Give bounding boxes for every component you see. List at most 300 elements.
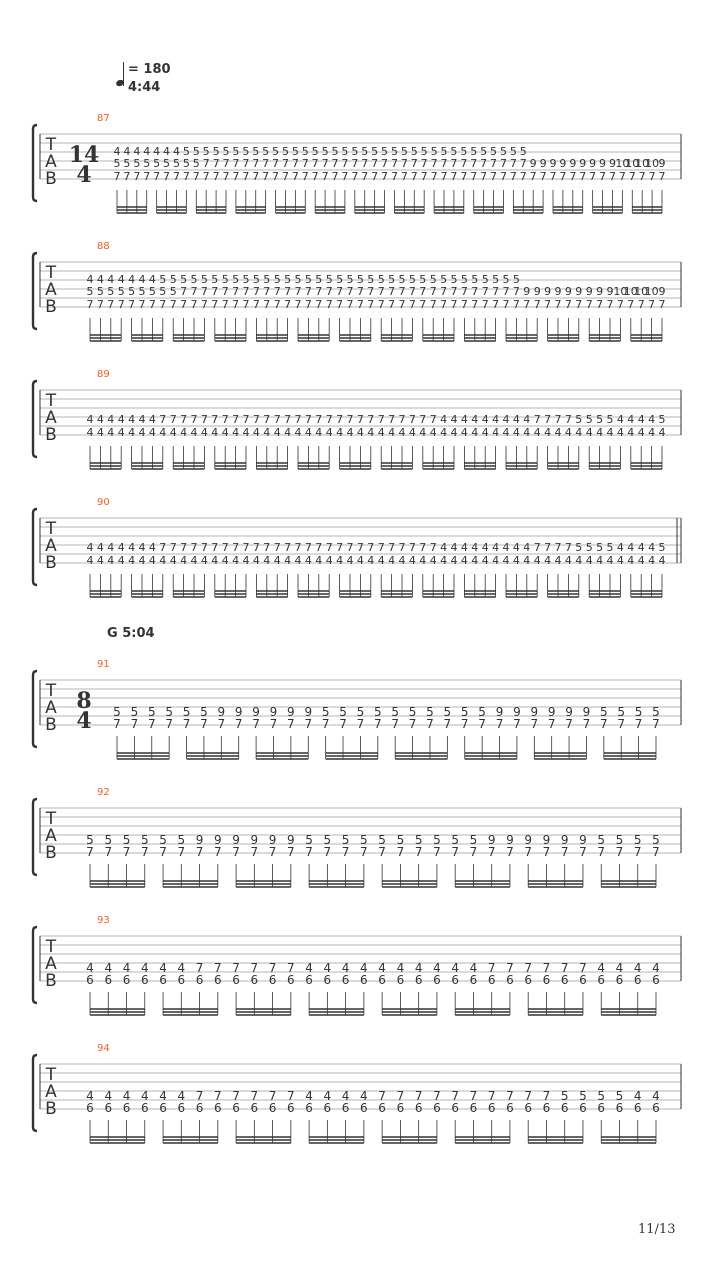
fret-number: 7	[390, 170, 398, 183]
fret-number: 7	[499, 157, 507, 170]
fret-number: 4	[523, 426, 531, 439]
fret-number: 7	[519, 157, 527, 170]
system-bracket	[33, 253, 37, 329]
fret-number: 6	[579, 1101, 587, 1115]
fret-number: 7	[159, 845, 167, 859]
fret-number: 7	[430, 170, 438, 183]
fret-number: 5	[232, 273, 240, 286]
fret-number: 7	[294, 298, 302, 311]
fret-number: 7	[618, 170, 626, 183]
fret-number: 7	[336, 413, 344, 426]
fret-number: 4	[408, 554, 416, 567]
fret-number: 5	[200, 273, 208, 286]
fret-number: 5	[294, 273, 302, 286]
fret-number: 7	[490, 170, 498, 183]
fret-number: 5	[429, 273, 437, 286]
fret-number: 7	[180, 541, 188, 554]
fret-number: 5	[163, 157, 171, 170]
fret-number: 7	[367, 541, 375, 554]
fret-number: 4	[211, 554, 219, 567]
fret-number: 7	[104, 845, 113, 859]
fret-number: 4	[294, 554, 302, 567]
fret-number: 4	[153, 145, 161, 158]
fret-number: 5	[490, 145, 498, 158]
fret-number: 4	[96, 426, 104, 439]
fret-number: 5	[169, 285, 177, 298]
fret-number: 5	[367, 273, 375, 286]
fret-number: 9	[599, 157, 607, 170]
fret-number: 7	[169, 298, 177, 311]
fret-number: 7	[582, 717, 591, 731]
fret-number: 6	[159, 1101, 167, 1115]
fret-number: 4	[86, 541, 94, 554]
fret-number: 7	[262, 170, 270, 183]
fret-number: 9	[234, 705, 243, 719]
fret-number: 5	[304, 273, 312, 286]
fret-number: 4	[523, 413, 531, 426]
fret-number: 5	[388, 273, 396, 286]
fret-number: 6	[615, 973, 624, 987]
fret-number: 4	[263, 426, 271, 439]
fret-number: 7	[398, 541, 406, 554]
fret-number: 7	[390, 157, 398, 170]
fret-number: 9	[608, 157, 616, 170]
fret-number: 5	[615, 833, 624, 847]
fret-number: 4	[440, 426, 448, 439]
tab-clef-t: T	[45, 135, 57, 155]
fret-number: 7	[287, 845, 295, 859]
fret-number: 5	[377, 273, 385, 286]
measure-number: 94	[97, 1043, 110, 1054]
fret-number: 7	[96, 298, 104, 311]
fret-number: 5	[658, 541, 666, 554]
fret-number: 7	[272, 170, 280, 183]
fret-number: 9	[232, 833, 240, 847]
fret-number: 7	[512, 298, 520, 311]
fret-number: 5	[107, 285, 115, 298]
fret-number: 5	[373, 705, 382, 719]
fret-number: 7	[533, 413, 541, 426]
fret-number: 4	[159, 554, 167, 567]
fret-number: 7	[410, 170, 418, 183]
fret-number: 7	[252, 541, 260, 554]
fret-number: 4	[200, 554, 208, 567]
fret-number: 5	[232, 145, 240, 158]
fret-number: 5	[509, 145, 517, 158]
fret-number: 4	[648, 426, 656, 439]
fret-number: 6	[487, 973, 496, 987]
fret-number: 7	[564, 541, 572, 554]
fret-number: 5	[390, 145, 398, 158]
fret-number: 7	[460, 157, 468, 170]
fret-number: 7	[564, 413, 572, 426]
fret-number: 7	[509, 157, 517, 170]
fret-number: 4	[554, 554, 562, 567]
fret-number: 7	[315, 541, 323, 554]
fret-number: 7	[440, 170, 448, 183]
fret-number: 5	[182, 157, 190, 170]
fret-number: 6	[104, 973, 113, 987]
fret-number: 7	[273, 413, 281, 426]
fret-number: 7	[443, 717, 452, 731]
fret-number: 7	[420, 170, 428, 183]
fret-number: 6	[213, 973, 222, 987]
fret-number: 7	[419, 541, 427, 554]
fret-number: 9	[287, 833, 295, 847]
fret-number: 4	[658, 426, 666, 439]
tab-staff	[0, 366, 720, 494]
fret-number: 4	[460, 541, 468, 554]
fret-number: 4	[440, 554, 448, 567]
fret-number: 7	[371, 170, 379, 183]
fret-number: 5	[252, 273, 260, 286]
fret-number: 4	[128, 554, 136, 567]
fret-number: 7	[450, 298, 458, 311]
fret-number: 6	[104, 1101, 113, 1115]
fret-number: 7	[648, 298, 656, 311]
system-bracket	[33, 381, 37, 457]
fret-number: 7	[222, 157, 230, 170]
fret-number: 5	[192, 157, 200, 170]
fret-number: 4	[450, 541, 458, 554]
tab-clef-a: A	[45, 152, 57, 172]
fret-number: 5	[252, 145, 260, 158]
fret-number: 7	[600, 717, 608, 731]
tab-staff	[0, 238, 720, 366]
fret-number: 7	[117, 298, 125, 311]
fret-number: 4	[471, 541, 479, 554]
fret-number: 7	[579, 170, 587, 183]
fret-number: 10	[623, 285, 638, 298]
fret-number: 7	[234, 717, 243, 731]
fret-number: 7	[367, 285, 375, 298]
fret-number: 9	[487, 833, 496, 847]
fret-number: 4	[117, 554, 125, 567]
fret-number: 7	[596, 298, 604, 311]
fret-number: 4	[148, 273, 156, 286]
system-bracket	[33, 125, 37, 201]
fret-number: 5	[341, 145, 349, 158]
fret-number: 7	[346, 285, 354, 298]
fret-number: 6	[487, 1101, 496, 1115]
fret-number: 4	[159, 426, 167, 439]
fret-number: 7	[575, 298, 583, 311]
fret-number: 4	[377, 554, 385, 567]
fret-number: 7	[388, 541, 396, 554]
fret-number: 4	[122, 961, 131, 975]
fret-number: 9	[524, 833, 533, 847]
fret-number: 6	[633, 1101, 642, 1115]
fret-number: 7	[440, 298, 448, 311]
fret-number: 4	[117, 273, 125, 286]
fret-number: 5	[262, 145, 270, 158]
fret-number: 7	[652, 717, 660, 731]
fret-number: 7	[430, 157, 438, 170]
fret-number: 7	[268, 845, 277, 859]
fret-number: 5	[356, 705, 365, 719]
fret-number: 4	[460, 413, 468, 426]
fret-number: 7	[542, 961, 551, 975]
fret-number: 7	[377, 413, 385, 426]
fret-number: 7	[213, 845, 222, 859]
fret-number: 7	[153, 170, 161, 183]
fret-number: 7	[638, 170, 646, 183]
fret-number: 7	[304, 717, 313, 731]
fret-number: 4	[388, 554, 396, 567]
fret-number: 7	[450, 157, 458, 170]
fret-number: 7	[519, 170, 527, 183]
fret-number: 7	[336, 285, 344, 298]
fret-number: 6	[323, 973, 332, 987]
measure-number: 89	[97, 369, 110, 380]
fret-number: 4	[172, 145, 180, 158]
fret-number: 4	[200, 426, 208, 439]
fret-number: 7	[429, 413, 437, 426]
fret-number: 7	[341, 170, 349, 183]
fret-number: 7	[560, 961, 569, 975]
fret-number: 7	[263, 285, 271, 298]
fret-number: 7	[190, 413, 198, 426]
fret-number: 4	[512, 554, 520, 567]
fret-number: 7	[211, 541, 219, 554]
fret-number: 5	[460, 273, 468, 286]
fret-number: 6	[250, 1101, 259, 1115]
fret-number: 5	[143, 157, 151, 170]
fret-number: 4	[86, 426, 94, 439]
fret-number: 4	[377, 426, 385, 439]
tab-clef-a: A	[45, 536, 57, 556]
system-bracket	[33, 1055, 37, 1131]
fret-number: 9	[554, 285, 562, 298]
fret-number: 7	[569, 170, 577, 183]
fret-number: 7	[123, 170, 131, 183]
fret-number: 7	[400, 157, 408, 170]
fret-number: 6	[597, 973, 606, 987]
fret-number: 4	[113, 145, 121, 158]
fret-number: 7	[242, 298, 250, 311]
fret-number: 7	[460, 717, 469, 731]
fret-number: 6	[250, 973, 259, 987]
fret-number: 7	[523, 298, 531, 311]
fret-number: 5	[512, 273, 520, 286]
fret-number: 7	[232, 298, 240, 311]
fret-number: 7	[585, 298, 593, 311]
fret-number: 6	[524, 973, 533, 987]
fret-number: 7	[250, 1089, 259, 1103]
fret-number: 7	[408, 413, 416, 426]
fret-number: 4	[512, 413, 520, 426]
fret-number: 6	[542, 1101, 551, 1115]
fret-number: 7	[408, 285, 416, 298]
fret-number: 7	[356, 285, 364, 298]
fret-number: 4	[122, 1089, 131, 1103]
fret-number: 7	[213, 1089, 222, 1103]
fret-number: 4	[502, 541, 510, 554]
fret-number: 9	[549, 157, 557, 170]
fret-number: 4	[180, 426, 188, 439]
fret-number: 7	[658, 170, 666, 183]
fret-number: 7	[323, 845, 332, 859]
fret-number: 4	[140, 961, 149, 975]
fret-number: 7	[487, 1089, 496, 1103]
fret-number: 7	[269, 717, 278, 731]
fret-number: 6	[86, 973, 94, 987]
fret-number: 5	[128, 285, 136, 298]
fret-number: 7	[268, 1089, 277, 1103]
fret-number: 7	[200, 285, 208, 298]
fret-number: 4	[177, 1089, 186, 1103]
fret-number: 7	[272, 157, 280, 170]
fret-number: 7	[221, 285, 229, 298]
fret-number: 7	[200, 717, 208, 731]
fret-number: 7	[633, 845, 642, 859]
time-signature-top: 14	[68, 142, 100, 168]
fret-number: 7	[617, 717, 626, 731]
fret-number: 7	[331, 170, 339, 183]
fret-number: 7	[615, 845, 624, 859]
fret-number: 7	[262, 157, 270, 170]
fret-number: 9	[304, 705, 313, 719]
fret-number: 5	[410, 145, 418, 158]
fret-number: 7	[377, 298, 385, 311]
fret-number: 4	[481, 426, 489, 439]
fret-number: 9	[495, 705, 504, 719]
fret-number: 9	[539, 157, 547, 170]
fret-number: 6	[341, 973, 350, 987]
fret-number: 4	[104, 1089, 113, 1103]
fret-number: 7	[487, 845, 496, 859]
tab-clef-t: T	[45, 809, 57, 829]
fret-number: 4	[627, 554, 635, 567]
tab-staff	[0, 784, 720, 912]
tab-system	[0, 1040, 720, 1168]
fret-number: 4	[408, 426, 416, 439]
fret-number: 7	[294, 541, 302, 554]
fret-number: 9	[658, 285, 666, 298]
fret-number: 7	[419, 413, 427, 426]
fret-number: 9	[579, 157, 587, 170]
fret-number: 7	[180, 413, 188, 426]
fret-number: 9	[523, 285, 531, 298]
fret-number: 7	[506, 961, 514, 975]
fret-number: 5	[336, 273, 344, 286]
fret-number: 7	[608, 170, 616, 183]
fret-number: 5	[311, 145, 319, 158]
fret-number: 4	[169, 554, 177, 567]
fret-number: 5	[419, 273, 427, 286]
fret-number: 7	[627, 298, 635, 311]
fret-number: 4	[143, 145, 151, 158]
fret-number: 4	[502, 554, 510, 567]
fret-number: 4	[606, 426, 614, 439]
fret-number: 7	[420, 157, 428, 170]
fret-number: 7	[148, 298, 156, 311]
fret-number: 7	[367, 413, 375, 426]
fret-number: 7	[242, 157, 250, 170]
fret-number: 4	[273, 554, 281, 567]
fret-number: 6	[268, 1101, 277, 1115]
fret-number: 7	[273, 285, 281, 298]
fret-number: 5	[222, 145, 230, 158]
fret-number: 7	[564, 298, 572, 311]
fret-number: 4	[190, 426, 198, 439]
fret-number: 5	[200, 705, 208, 719]
fret-number: 7	[460, 170, 468, 183]
fret-number: 4	[627, 541, 635, 554]
fret-number: 7	[325, 298, 333, 311]
fret-number: 7	[200, 298, 208, 311]
system-bracket	[33, 509, 37, 585]
fret-number: 4	[117, 413, 125, 426]
fret-number: 4	[633, 1089, 642, 1103]
system-bracket	[33, 927, 37, 1003]
fret-number: 9	[582, 705, 591, 719]
fret-number: 10	[645, 157, 660, 170]
fret-number: 4	[440, 413, 448, 426]
fret-number: 5	[502, 273, 510, 286]
fret-number: 5	[560, 1089, 569, 1103]
fret-number: 5	[430, 145, 438, 158]
fret-number: 7	[159, 541, 167, 554]
fret-number: 7	[232, 170, 240, 183]
fret-number: 4	[502, 426, 510, 439]
fret-number: 5	[323, 833, 332, 847]
fret-number: 4	[658, 554, 666, 567]
fret-number: 4	[652, 1089, 660, 1103]
section-label: G 5:04	[107, 626, 155, 641]
fret-number: 9	[250, 833, 259, 847]
fret-number: 7	[388, 285, 396, 298]
fret-number: 7	[451, 845, 459, 859]
fret-number: 7	[294, 413, 302, 426]
fret-number: 4	[190, 554, 198, 567]
fret-number: 4	[360, 1089, 368, 1103]
fret-number: 5	[652, 705, 660, 719]
fret-number: 6	[341, 1101, 350, 1115]
fret-number: 5	[182, 705, 191, 719]
fret-number: 6	[268, 973, 277, 987]
fret-number: 7	[169, 541, 177, 554]
fret-number: 7	[419, 298, 427, 311]
tab-clef-a: A	[45, 954, 57, 974]
fret-number: 7	[232, 413, 240, 426]
fret-number: 4	[159, 961, 167, 975]
fret-number: 7	[419, 285, 427, 298]
fret-number: 4	[492, 554, 500, 567]
fret-number: 6	[615, 1101, 624, 1115]
fret-number: 5	[242, 273, 250, 286]
fret-number: 4	[388, 426, 396, 439]
fret-number: 5	[130, 705, 139, 719]
fret-number: 5	[615, 1089, 624, 1103]
fret-number: 5	[575, 541, 583, 554]
fret-number: 6	[506, 973, 514, 987]
fret-number: 9	[596, 285, 604, 298]
fret-number: 7	[281, 170, 289, 183]
fret-number: 7	[356, 413, 364, 426]
fret-number: 9	[213, 833, 222, 847]
fret-number: 7	[451, 1089, 459, 1103]
fret-number: 4	[585, 426, 593, 439]
fret-number: 7	[284, 285, 292, 298]
tab-clef-t: T	[45, 937, 57, 957]
fret-number: 5	[451, 833, 459, 847]
fret-number: 5	[96, 285, 104, 298]
fret-number: 9	[544, 285, 552, 298]
fret-number: 7	[360, 845, 368, 859]
tempo-marking	[114, 60, 234, 100]
fret-number: 5	[263, 273, 271, 286]
